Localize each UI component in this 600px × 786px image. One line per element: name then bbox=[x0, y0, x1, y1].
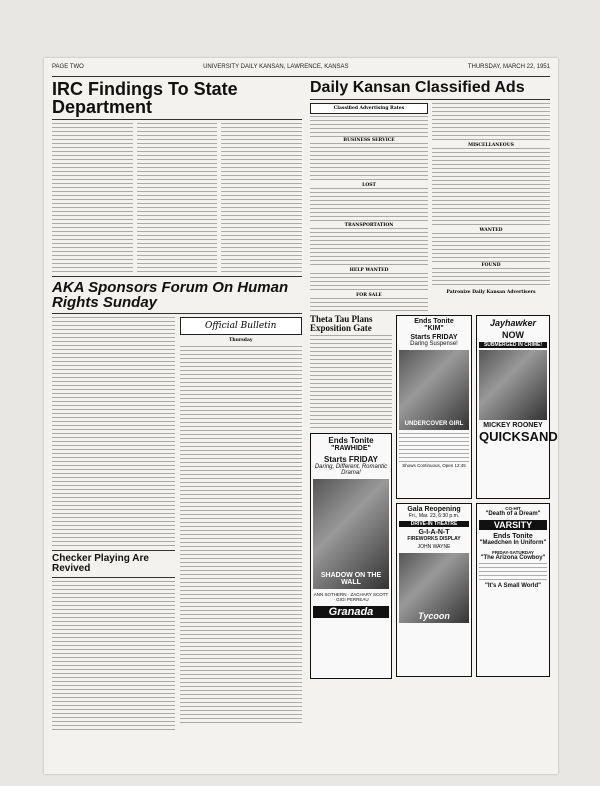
newspaper-page bbox=[44, 58, 558, 774]
bulletin-title: Official Bulletin bbox=[180, 317, 303, 335]
paper-name: UNIVERSITY DAILY KANSAN, LAWRENCE, KANSAS bbox=[203, 64, 349, 70]
granada-logo: Granada bbox=[313, 606, 389, 618]
classified-col-1 bbox=[310, 103, 428, 312]
aka-headline: AKA Sponsors Forum On Human Rights Sunday bbox=[52, 279, 289, 311]
shadow-on-wall-poster: SHADOW ON THE WALL bbox=[313, 479, 389, 589]
rates-heading: Classified Advertising Rates bbox=[310, 103, 428, 114]
official-bulletin bbox=[180, 317, 303, 731]
issue-date: THURSDAY, MARCH 22, 1951 bbox=[467, 64, 550, 70]
patronize-note: Patronize Daily Kansan Advertisers bbox=[446, 290, 536, 295]
theta-tau-headline: Theta Tau Plans Exposition Gate bbox=[310, 314, 373, 333]
granada-ad: Ends Tonite "RAWHIDE" Starts FRIDAY Daring, Different, Romantic Drama! SHADOW ON THE WALL ANN SOTHERN · ZACHARY SCOTT · GIGI PERREAU Granada bbox=[310, 433, 392, 679]
varsity-logo: VARSITY bbox=[479, 520, 547, 530]
varsity-ad: CO-HIT "Death of a Dream" VARSITY Ends Tonite "Maedchen In Uniform" FRIDAY-SATURDAY "The Arizona Cowboy" "It's A Small World" bbox=[476, 503, 550, 677]
page-header bbox=[52, 64, 550, 77]
category-business: BUSINESS SERVICE bbox=[343, 138, 395, 143]
main-headline: IRC Findings To State Department bbox=[52, 79, 238, 117]
main-story bbox=[52, 123, 302, 273]
page-label: PAGE TWO bbox=[52, 64, 84, 70]
theta-tau-story bbox=[310, 315, 392, 679]
story-column-2 bbox=[137, 123, 218, 273]
right-column bbox=[310, 79, 558, 679]
category-help-wanted: HELP WANTED bbox=[349, 268, 389, 273]
category-found: FOUND bbox=[481, 263, 501, 268]
undercover-girl-poster: UNDERCOVER GIRL bbox=[399, 350, 469, 430]
checker-headline: Checker Playing Are Revived bbox=[52, 553, 149, 574]
category-for-sale: FOR SALE bbox=[356, 293, 382, 298]
aka-story bbox=[52, 317, 175, 731]
left-news-column bbox=[52, 80, 302, 731]
center-ads bbox=[396, 315, 472, 679]
category-lost: LOST bbox=[362, 183, 376, 188]
classified-title: Daily Kansan Classified Ads bbox=[310, 79, 525, 96]
category-wanted: WANTED bbox=[479, 228, 503, 233]
undercover-girl-ad: Ends Tonite "KIM" Starts FRIDAY Daring Suspense! UNDERCOVER GIRL Shows Continuous, Open 12:45 bbox=[396, 315, 472, 499]
story-column-3 bbox=[221, 123, 302, 273]
jayhawker-logo: Jayhawker bbox=[489, 318, 537, 328]
jayhawker-ad: Jayhawker NOW SUBMERGED IN CRIME! MICKEY ROONEY QUICKSAND bbox=[476, 315, 550, 499]
right-ads bbox=[476, 315, 558, 679]
drive-in-ad: Gala Reopening Fri., Mar. 23, 6:30 p.m. DRIVE-IN THEATRE G-I-A-N-T FIREWORKS DISPLAY JOHN WAYNE Tycoon bbox=[396, 503, 472, 677]
category-misc: MISCELLANEOUS bbox=[468, 143, 514, 148]
classified-col-2 bbox=[432, 103, 550, 312]
story-column-1 bbox=[52, 123, 133, 273]
bulletin-day: Thursday bbox=[229, 338, 253, 343]
quicksand-poster bbox=[479, 350, 547, 420]
tycoon-poster: Tycoon bbox=[399, 553, 469, 623]
category-transportation: TRANSPORTATION bbox=[344, 223, 394, 228]
